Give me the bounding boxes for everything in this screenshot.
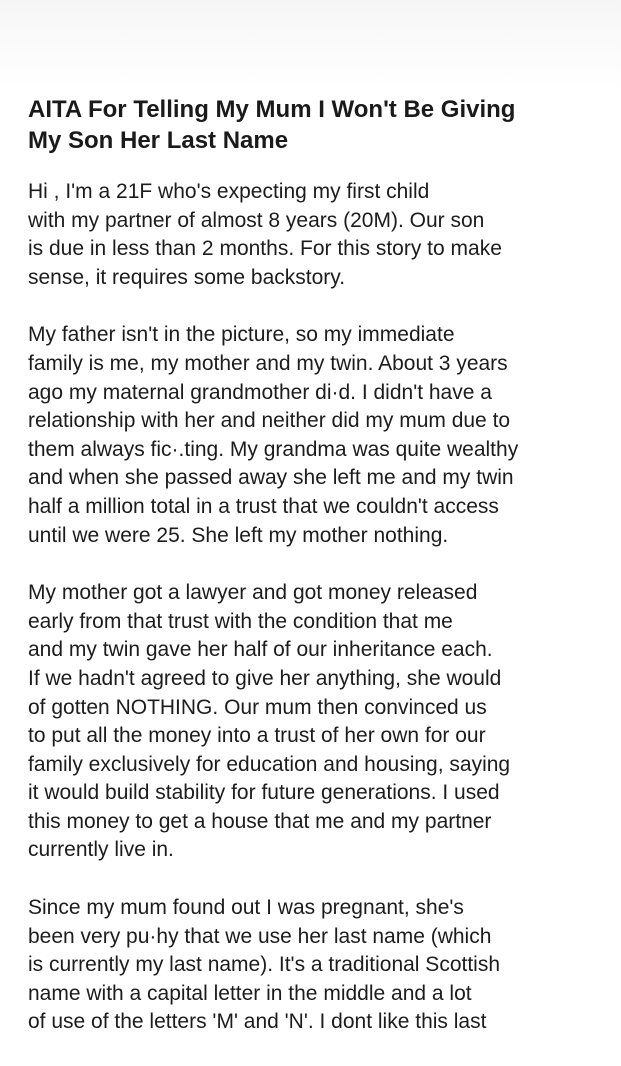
paragraph-line: with my partner of almost 8 years (20M). Our son [28, 208, 485, 232]
post-paragraph [28, 321, 603, 550]
paragraph-line: Since my mum found out I was pregnant, she's [28, 896, 464, 920]
paragraph-line: this money to get a house that me and my partner [28, 809, 492, 833]
paragraph-line: sense, it requires some backstory. [28, 265, 346, 289]
paragraph-line: and my twin gave her half of our inheritance each. [28, 638, 493, 662]
paragraph-line: it would build stability for future generations. I used [28, 781, 500, 805]
paragraph-line: to put all the money into a trust of her own for our [28, 724, 486, 748]
paragraph-line: My father isn't in the picture, so my immediate [28, 323, 455, 347]
post-paragraph [28, 579, 603, 865]
post-title [28, 94, 603, 156]
paragraph-line: family is me, my mother and my twin. About 3 years [28, 351, 508, 375]
post-title-line: My Son Her Last Name [28, 127, 289, 154]
paragraph-line: is currently my last name). It's a traditional Scottish [28, 953, 501, 977]
paragraph-line: is due in less than 2 months. For this story to make [28, 237, 502, 261]
paragraph-line: of use of the letters 'M' and 'N'. I dont like this last [28, 1010, 487, 1034]
paragraph-line: until we were 25. She left my mother nothing. [28, 523, 449, 547]
post-paragraph [28, 894, 603, 1037]
paragraph-line: early from that trust with the condition that me [28, 609, 453, 633]
post-title-line: AITA For Telling My Mum I Won't Be Giving [28, 96, 516, 123]
paragraph-line: half a million total in a trust that we couldn't access [28, 494, 499, 518]
paragraph-line: My mother got a lawyer and got money released [28, 581, 478, 605]
post [28, 94, 603, 1066]
paragraph-line: currently live in. [28, 838, 174, 862]
paragraph-line: been very pu·hy that we use her last name (which [28, 924, 492, 948]
paragraph-line: of gotten NOTHING. Our mum then convinced us [28, 695, 487, 719]
top-faded-header [0, 0, 621, 90]
paragraph-line: them always fic·.ting. My grandma was quite wealthy [28, 437, 519, 461]
paragraph-line: ago my maternal grandmother di·d. I didn't have a [28, 380, 492, 404]
paragraph-line: and when she passed away she left me and my twin [28, 466, 514, 490]
paragraph-line: name with a capital letter in the middle and a lot [28, 981, 472, 1005]
paragraph-line: If we hadn't agreed to give her anything, she would [28, 666, 502, 690]
paragraph-line: family exclusively for education and housing, saying [28, 752, 511, 776]
paragraph-line: Hi , I'm a 21F who's expecting my first child [28, 180, 430, 203]
post-paragraph [28, 178, 603, 292]
paragraph-line: relationship with her and neither did my mum due to [28, 409, 511, 433]
